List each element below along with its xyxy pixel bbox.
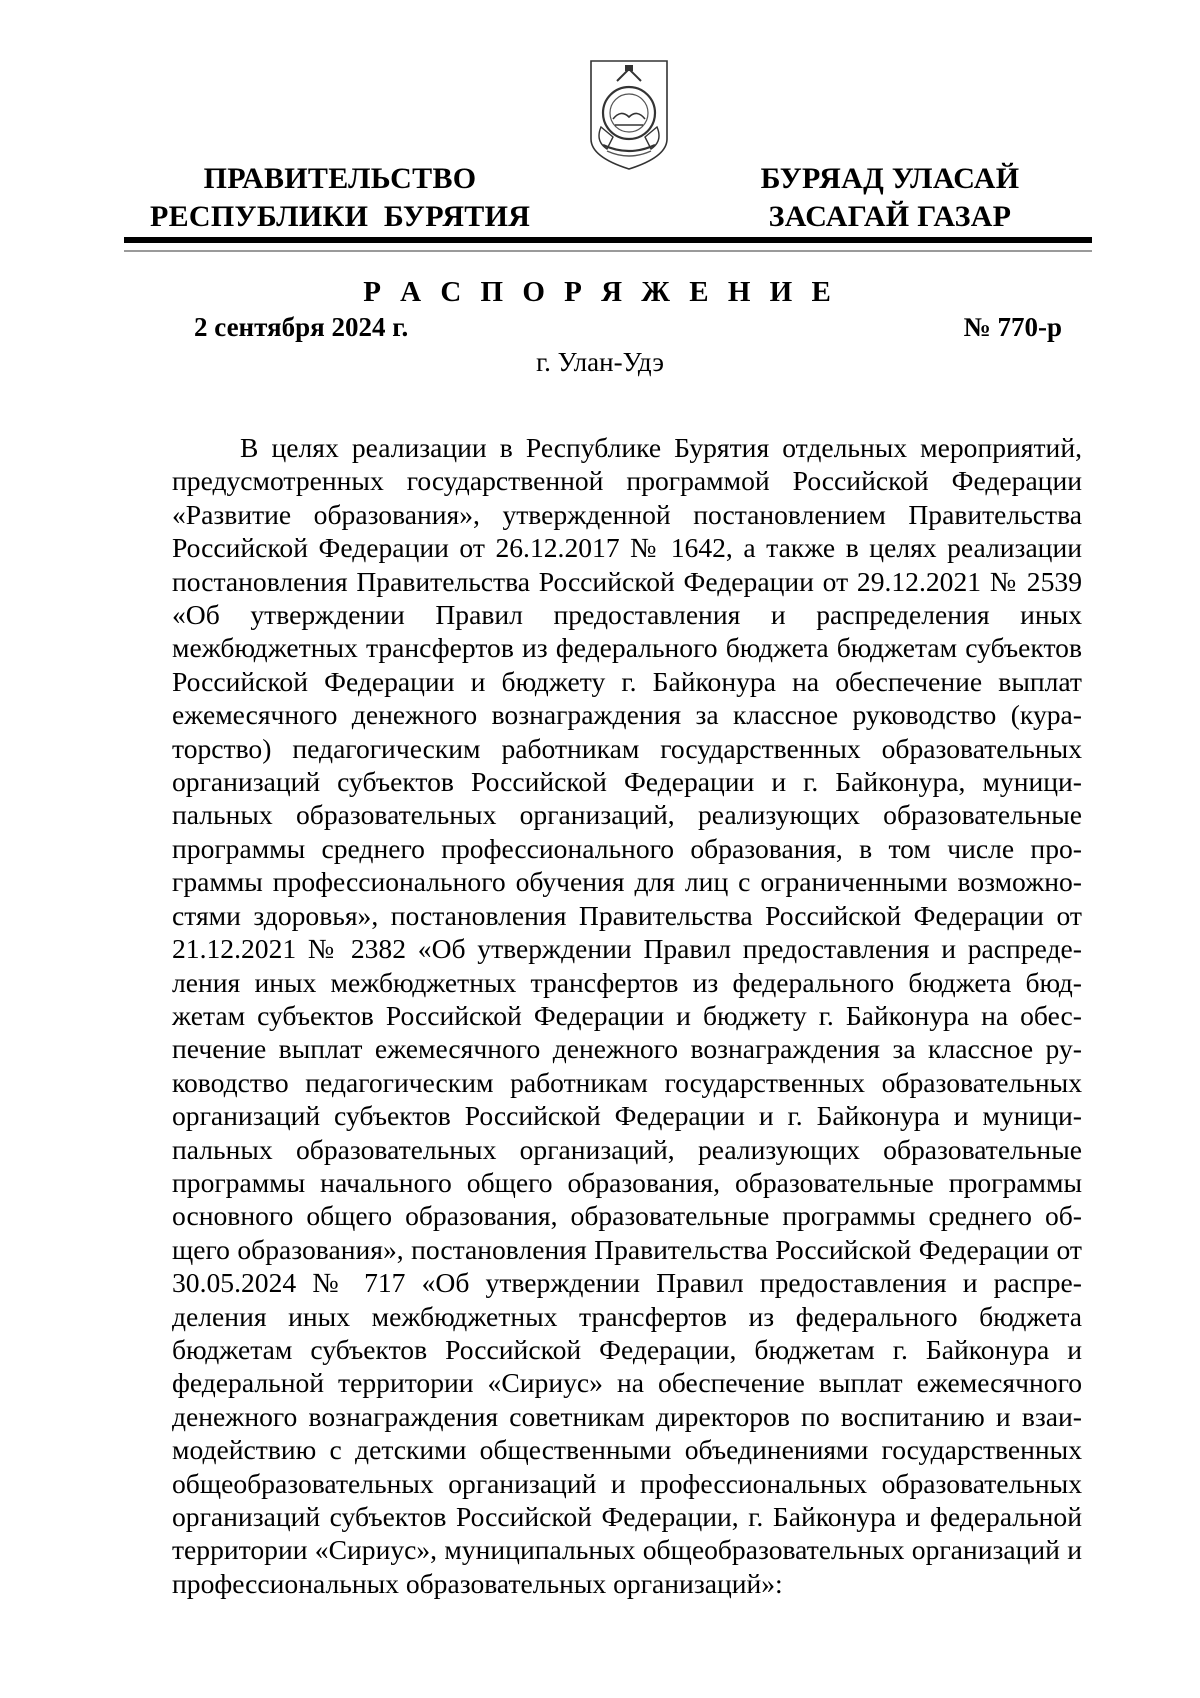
body-paragraph: В целях реализации в Республике Бурятия отдельных мероприятий, предусмотренных государственной программой Российской Федерации «Развитие образования», утвержденной постановлением Правительства Российской Федерации от 26.12.2017 № 1642, а также в целях реализации постановления Правительства Российской Федерации от 29.12.2021 № 2539 «Об утверждении Правил предоставления и распределения иных межбюджетных трансфертов из федерального бюджета бюджетам субъектов Российской Федерации и бюджету г. Байконура на обеспечение выплат ежемесячного денежного вознаграждения за классное руководство (кураторство) педагогическим работникам государственных образовательных организаций субъектов Российской Федерации и г. Байконура, муниципальных образовательных организаций, реализующих образовательные программы среднего профессионального образования, в том числе программы профессионального обучения для лиц с ограниченными возможностями здоровья», постановления Правительства Российской Федерации от 21.12.2021 № 2382 «Об утверждении Правил предоставления и распределения иных межбюджетных трансфертов из федерального бюджета бюджетам субъектов Российской Федерации и бюджету г. Байконура на обеспечение выплат ежемесячного денежного вознаграждения за классное руководство педагогическим работникам государственных образовательных организаций субъектов Российской Федерации и г. Байконура и муниципальных образовательных организаций, реализующих образовательные программы начального общего образования, образовательные программы основного общего образования, образовательные программы среднего общего образования», постановления Правительства Российской Федерации от 30.05.2024 № 717 «Об утверждении Правил предоставления и распределения иных межбюджетных трансфертов из федерального бюджета бюджетам субъектов Российской Федерации, бюджетам г. Байконура и федеральной территории «Сириус» на обеспечение выплат ежемесячного денежного вознаграждения советникам директоров по воспитанию и взаимодействию с детскими общественными объединениями государственных общеобразовательных организаций и профессиональных образовательных организаций субъектов Российской Федерации, г. Байконура и федеральной территории «Сириус», муниципальных общеобразовательных организаций и профессиональных образовательных организаций»: bbox=[172, 432, 1082, 1599]
gov-name-bua-line1: БУРЯАД УЛАСАЙ bbox=[760, 162, 1020, 195]
header-divider-thick bbox=[124, 237, 1092, 243]
document-number: № 770-р bbox=[963, 312, 1062, 342]
gov-name-ru-line2: РЕСПУБЛИКИ БУРЯТИЯ bbox=[150, 200, 531, 233]
government-name-russian bbox=[150, 160, 530, 236]
gov-name-ru-line1: ПРАВИТЕЛЬСТВО bbox=[203, 162, 477, 195]
header-divider-thin bbox=[124, 250, 1092, 252]
gov-name-bua-line2: ЗАСАГАЙ ГАЗАР bbox=[768, 200, 1012, 233]
document-date: 2 сентября 2024 г. bbox=[194, 312, 409, 342]
document-type-title: Р А С П О Р Я Ж Е Н И Е bbox=[363, 276, 837, 308]
document-city: г. Улан-Удэ bbox=[536, 347, 664, 377]
government-name-buryat bbox=[730, 160, 1050, 236]
coat-of-arms-icon bbox=[587, 57, 671, 172]
